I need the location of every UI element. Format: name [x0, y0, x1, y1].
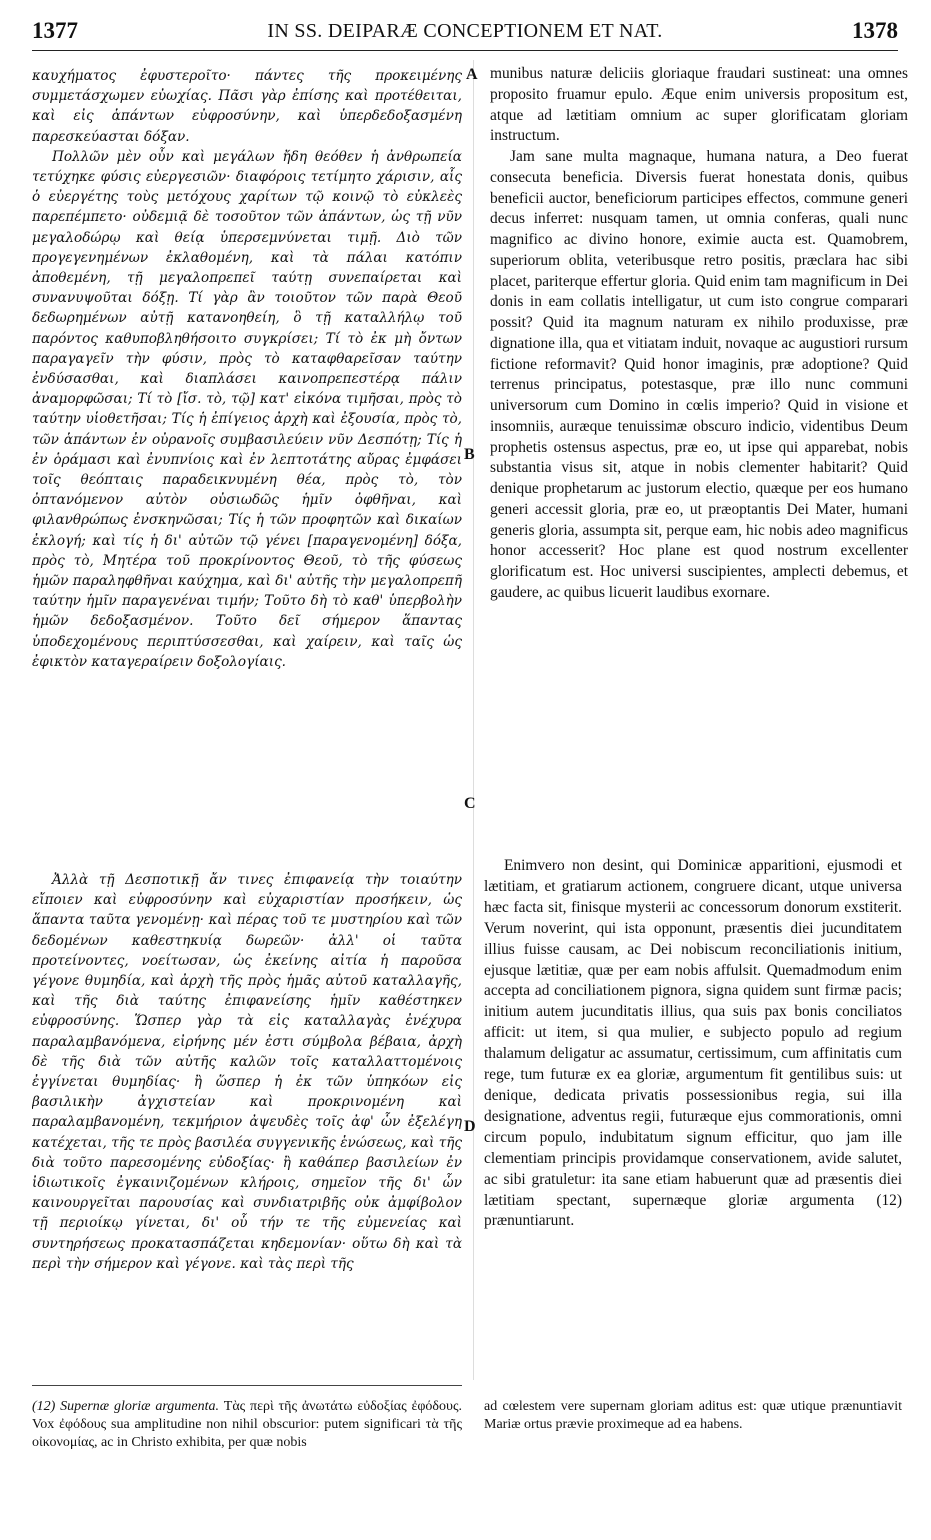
greek-column-top	[32, 66, 462, 672]
section-marker-d: D	[464, 1118, 476, 1135]
column-divider	[473, 60, 474, 1380]
section-marker-a: A	[466, 66, 478, 83]
latin-paragraph-1: munibus naturæ deliciis gloriaque fraudari sustineat: una omnes proposito fruamur epulo. Æque enim universis propositum est, atque ad lætitiam omnium ac super glorificatam gloriam instructum.	[490, 65, 908, 145]
footnote-right	[484, 1398, 902, 1434]
page-number-left: 1377	[32, 18, 78, 43]
footnote-left-text: Τὰς περὶ τῆς ἀνωτάτω εὐδοξίας ἐφόδους. Vox ἐφόδους sua amplitudine non nihil obscurior: putem significari τὰ τῆς οἰκονομίας, ac in Christo exhibita, per quæ nobis	[32, 1399, 462, 1450]
footnote-left	[32, 1398, 462, 1452]
page-number-right: 1378	[852, 18, 898, 43]
section-marker-b: B	[464, 446, 475, 463]
footnote-label: (12) Supernæ gloriæ argumenta.	[32, 1399, 219, 1414]
latin-paragraph-2: Jam sane multa magnaque, humana natura, a Deo fuerat consecuta beneficia. Diversis fuerat honestata donis, quibus beneficii auctor, beneficiorum participes effectos, commune generi decus inferret: nusquam tamen, ut omnia conferas, quali nunc magnifico ac divino honore, eximie aucta est. Quamobrem, superiorum oblita, veteribusque retro positis, præclara hac sibi placet, pariterque effertur gloria. Quid enim tam magnificum in Dei donis in eam collatis intelligatur, ut cum isto congrue comparari possit? Quid ita magnum naturam ex nihilo produxisse, præ dignatione illa, qua et vitiatam induit, novaque ac augustiori rursum fictione reformavit? Quid honor imaginis, præ adoptione? Quid terrenus principatus, potestasque, præ illo nunc communi universorum cum Domino in cœlis imperio? Quid in visione et insomniis, auræque tenuissimæ obscuro indicio, videntibus Deum prophetis ostensus aspectus, præ eo, ut ipse qui apparebat, nobis substantia visus sit, atque in nobis clementer habitarit? Quid denique prophetarum ac justorum electio, quæque per eos humano generi accessit gloria, præ eo, ut præoptantis Dei Mater, humani generis gloria, assumpta sit, perque eam, hic nobis adeo magnificus honor accesserit? Hoc plane est quod nostrum excellenter glorificatum est. Hoc universi suscipientes, amplecti debemus, et gaudere, ac quibus licuerit laudibus exornare.	[490, 148, 908, 601]
greek-paragraph-3: Ἀλλὰ τῇ Δεσποτικῇ ἄν τινες ἐπιφανείᾳ τὴν τοιαύτην εἴποιεν καὶ εὐφροσύνην καὶ εὐχαριστίαν προσήκειν, ὡς ἅπαντα ταῦτα γενομένῃ· καὶ πέρας τοῦ τε μυστηρίου καὶ τῶν δεδομένων καθεστηκυίᾳ δωρεῶν· ἀλλ' οἱ ταῦτα προτείνοντες, νοείτωσαν, ὡς ἐκείνης αἰτία ἡ παροῦσα γέγονε θυμηδία, καὶ ἀρχὴ τῆς πρὸς ἡμᾶς αὐτοῦ καταλλαγῆς, καὶ τῆς διὰ ταύτης ἐπιφανείσης ἡμῖν καθέστηκεν εὐφροσύνης. Ὥσπερ γὰρ τὰ εἰς καταλλαγὰς ἐνέχυρα παραλαμβανόμενα, εἰρήνης μέν ἐστι σύμβολα βέβαια, ἀρχὴ δὲ τῆς διὰ τῶν αὐτῆς καλῶν τοῖς καταλλαττομένοις ἐγγίνεται θυμηδίας· ἢ ὥσπερ ἡ ἐκ τῶν ὑπηκόων εἰς βασιλικὴν ἀγχιστείαν καὶ προκρινομένη καὶ παραλαμβανομένη, τεκμήριον ἀψευδὲς τοῖς ἀφ' ὧν ἐξελέγη κατέχεται, τῆς τε πρὸς βασιλέα συγγενικῆς ἑνώσεως, καὶ τῆς διὰ τοῦτο παρεσομένης εὐδοξίας· ἢ καθάπερ βασιλείων ἐν ἰδιωτικοῖς ἐγκαινιζομένων κλήροις, σημεῖον τῆς δι' ὧν καινουργεῖται παρουσίας καὶ συνδιατριβῆς οὐκ ἀμφίβολον τῇ περιοίκῳ γίνεται, δι' οὗ τήν τε τῆς εὐμενείας καὶ συντηρήσεως προκατασπάζεται κηδεμονίαν· οὕτω δὴ καὶ τὰ περὶ τὴν σήμερον καὶ γέγονε. καὶ τὰς περὶ τῆς	[32, 872, 462, 1272]
running-title: IN SS. DEIPARÆ CONCEPTIONEM ET NAT.	[267, 20, 663, 42]
latin-paragraph-3: Enimvero non desint, qui Dominicæ apparitioni, ejusmodi et lætitiam, et gratiarum actionem, congruere dicant, utque universa hæc facta sit, finisque mysterii ac concessorum donorum exstiterit. Verum noverint, qui ista opponunt, præsentis diei jucunditatem illius fuisse causam, ac Dei nobiscum reconciliationis initium, ejusque lætitiæ, quæ per eam nobis affulsit. Quemadmodum enim accepta ad conciliationem pignora, signa quidem sunt firmæ pacis; initium autem jucunditatis illius, qua suis pax bonis conciliatos afficit: ut item, si qua mulier, e subjecto populo ad regium thalamum deligatur ac assumatur, certissimum, cum affinitatis cum rege, tum futuræ ex ea gloriæ, argumentum fit gentilibus suis: ut denique, dedicata privatis possessionibus regia, sui illa designatione, adventus regii, futuræque ejus commorationis, omni circum populo, indubitatum signum efficitur, quo jam ille clementiam principis providamque conservationem, avide salutet, ac sibi gratuletur: ita sane etiam habuerunt quæ ad præsentis diei lætitiam spectant, supernæque gloriæ argumenta (12) prænuntiarunt.	[484, 857, 902, 1230]
footnote-right-text: ad cœlestem vere supernam gloriam aditus est: quæ utique prænuntiavit Mariæ ortus prævie proximeque ad ea habens.	[484, 1399, 902, 1432]
latin-column-bottom	[484, 856, 902, 1232]
page-header	[32, 16, 898, 51]
footnote-rule	[32, 1385, 462, 1386]
greek-column-bottom	[32, 870, 462, 1274]
greek-paragraph-2: Πολλῶν μὲν οὖν καὶ μεγάλων ἤδη θεόθεν ἡ ἀνθρωπεία τετύχηκε φύσις εὐεργεσιῶν· διαφόροις τετίμητο χάρισιν, αἷς ὁ εὐεργέτης τοὺς μετόχους χαρίτων τῷ κοινῷ τὸ εὐκλεὲς παρεπέμπετο· οὐδεμιᾷ δὲ τοσοῦτον τῶν ἁπάντων, ὡς τῇ νῦν μεγαλοδώρῳ καὶ θείᾳ ὑπερσεμνύνεται τιμῇ. Διὸ τῶν προγεγενημένων ἐκλαθομένη, καὶ τὰ πάλαι κατόπιν ἀποθεμένη, τῇ μεγαλοπρεπεῖ ταύτῃ συνεπαίρεται καὶ συνανυψοῦται δόξῃ. Τί γὰρ ἂν τοιοῦτον τῶν παρὰ Θεοῦ δεδωρημένων αὐτῇ κατανοηθείη, ὃ τῇ καταλλήλῳ τοῦ παρόντος καθυποβληθήσοιτο συγκρίσει; Τί τὸ ἐκ μὴ ὄντων παραγαγεῖν τὴν φύσιν, πρὸς τὸ καταφθαρεῖσαν ταύτην ἐνδύσασθαι, καὶ διαπλάσει καινοπρεπεστέρᾳ πάλιν ἀναμορφῶσαι; Τί τὸ [ἴσ. τὸ, τῷ] κατ' εἰκόνα τιμῆσαι, πρὸς τὸ ταύτην υἱοθετῆσαι; Τίς ἡ ἐπίγειος ἀρχὴ καὶ ἐξουσία, πρὸς τὸ, τῶν ἁπάντων ἐν οὐρανοῖς συμβασιλεύειν νῦν Δεσπότῃ; Τίς ἡ ἐν ὁράμασι καὶ ἐνυπνίοις καὶ ἐν λεπτοτάτης αὔρας ἐμφάσει τοῖς θεόπταις παραδεικνυμένη θέα, πρὸς τὸ, τὸν ὀπτανόμενον αὐτὸν οὐσιωδῶς ἡμῖν ὀφθῆναι, καὶ φιλανθρώπως ἐνσκηνῶσαι; Τίς ἡ τῶν προφητῶν καὶ δικαίων ἐκλογή; καὶ τίς ἡ δι' αὐτῶν τῷ γένει [παραγενομένη] δόξα, πρὸς τὸ, Μητέρα τοῦ προκρίνοντος Θεοῦ, τὸ τῆς φύσεως ἡμῶν παραληφθῆναι καύχημα, καὶ δι' αὐτῆς τὴν μεγαλοπρεπῆ ταύτην ἡμῖν παραγενέναι τιμήν; Τοῦτο δὴ τὸ καθ' ὑπερβολὴν ἡμῶν δεδοξασμένον. Τοῦτο δεῖ σήμερον ἅπαντας ὑποδεχομένους περιπτύσσεσθαι, καὶ χαίρειν, καὶ ταῖς ὡς ἐφικτὸν καταγεραίρειν δοξολογίαις.	[32, 148, 462, 670]
latin-column-top	[490, 64, 908, 604]
greek-paragraph-1: καυχήματος ἐφυστεροῖτο· πάντες τῆς προκειμένης συμμετάσχωμεν εὐωχίας. Πᾶσι γὰρ ἐπίσης καὶ προτέθειται, καὶ εἰς ἁπάντων εὐφροσύνην, καὶ ὑπερδεδοξασμένη παρεσκεύασται δόξαν.	[32, 68, 462, 145]
section-marker-c: C	[464, 795, 476, 812]
